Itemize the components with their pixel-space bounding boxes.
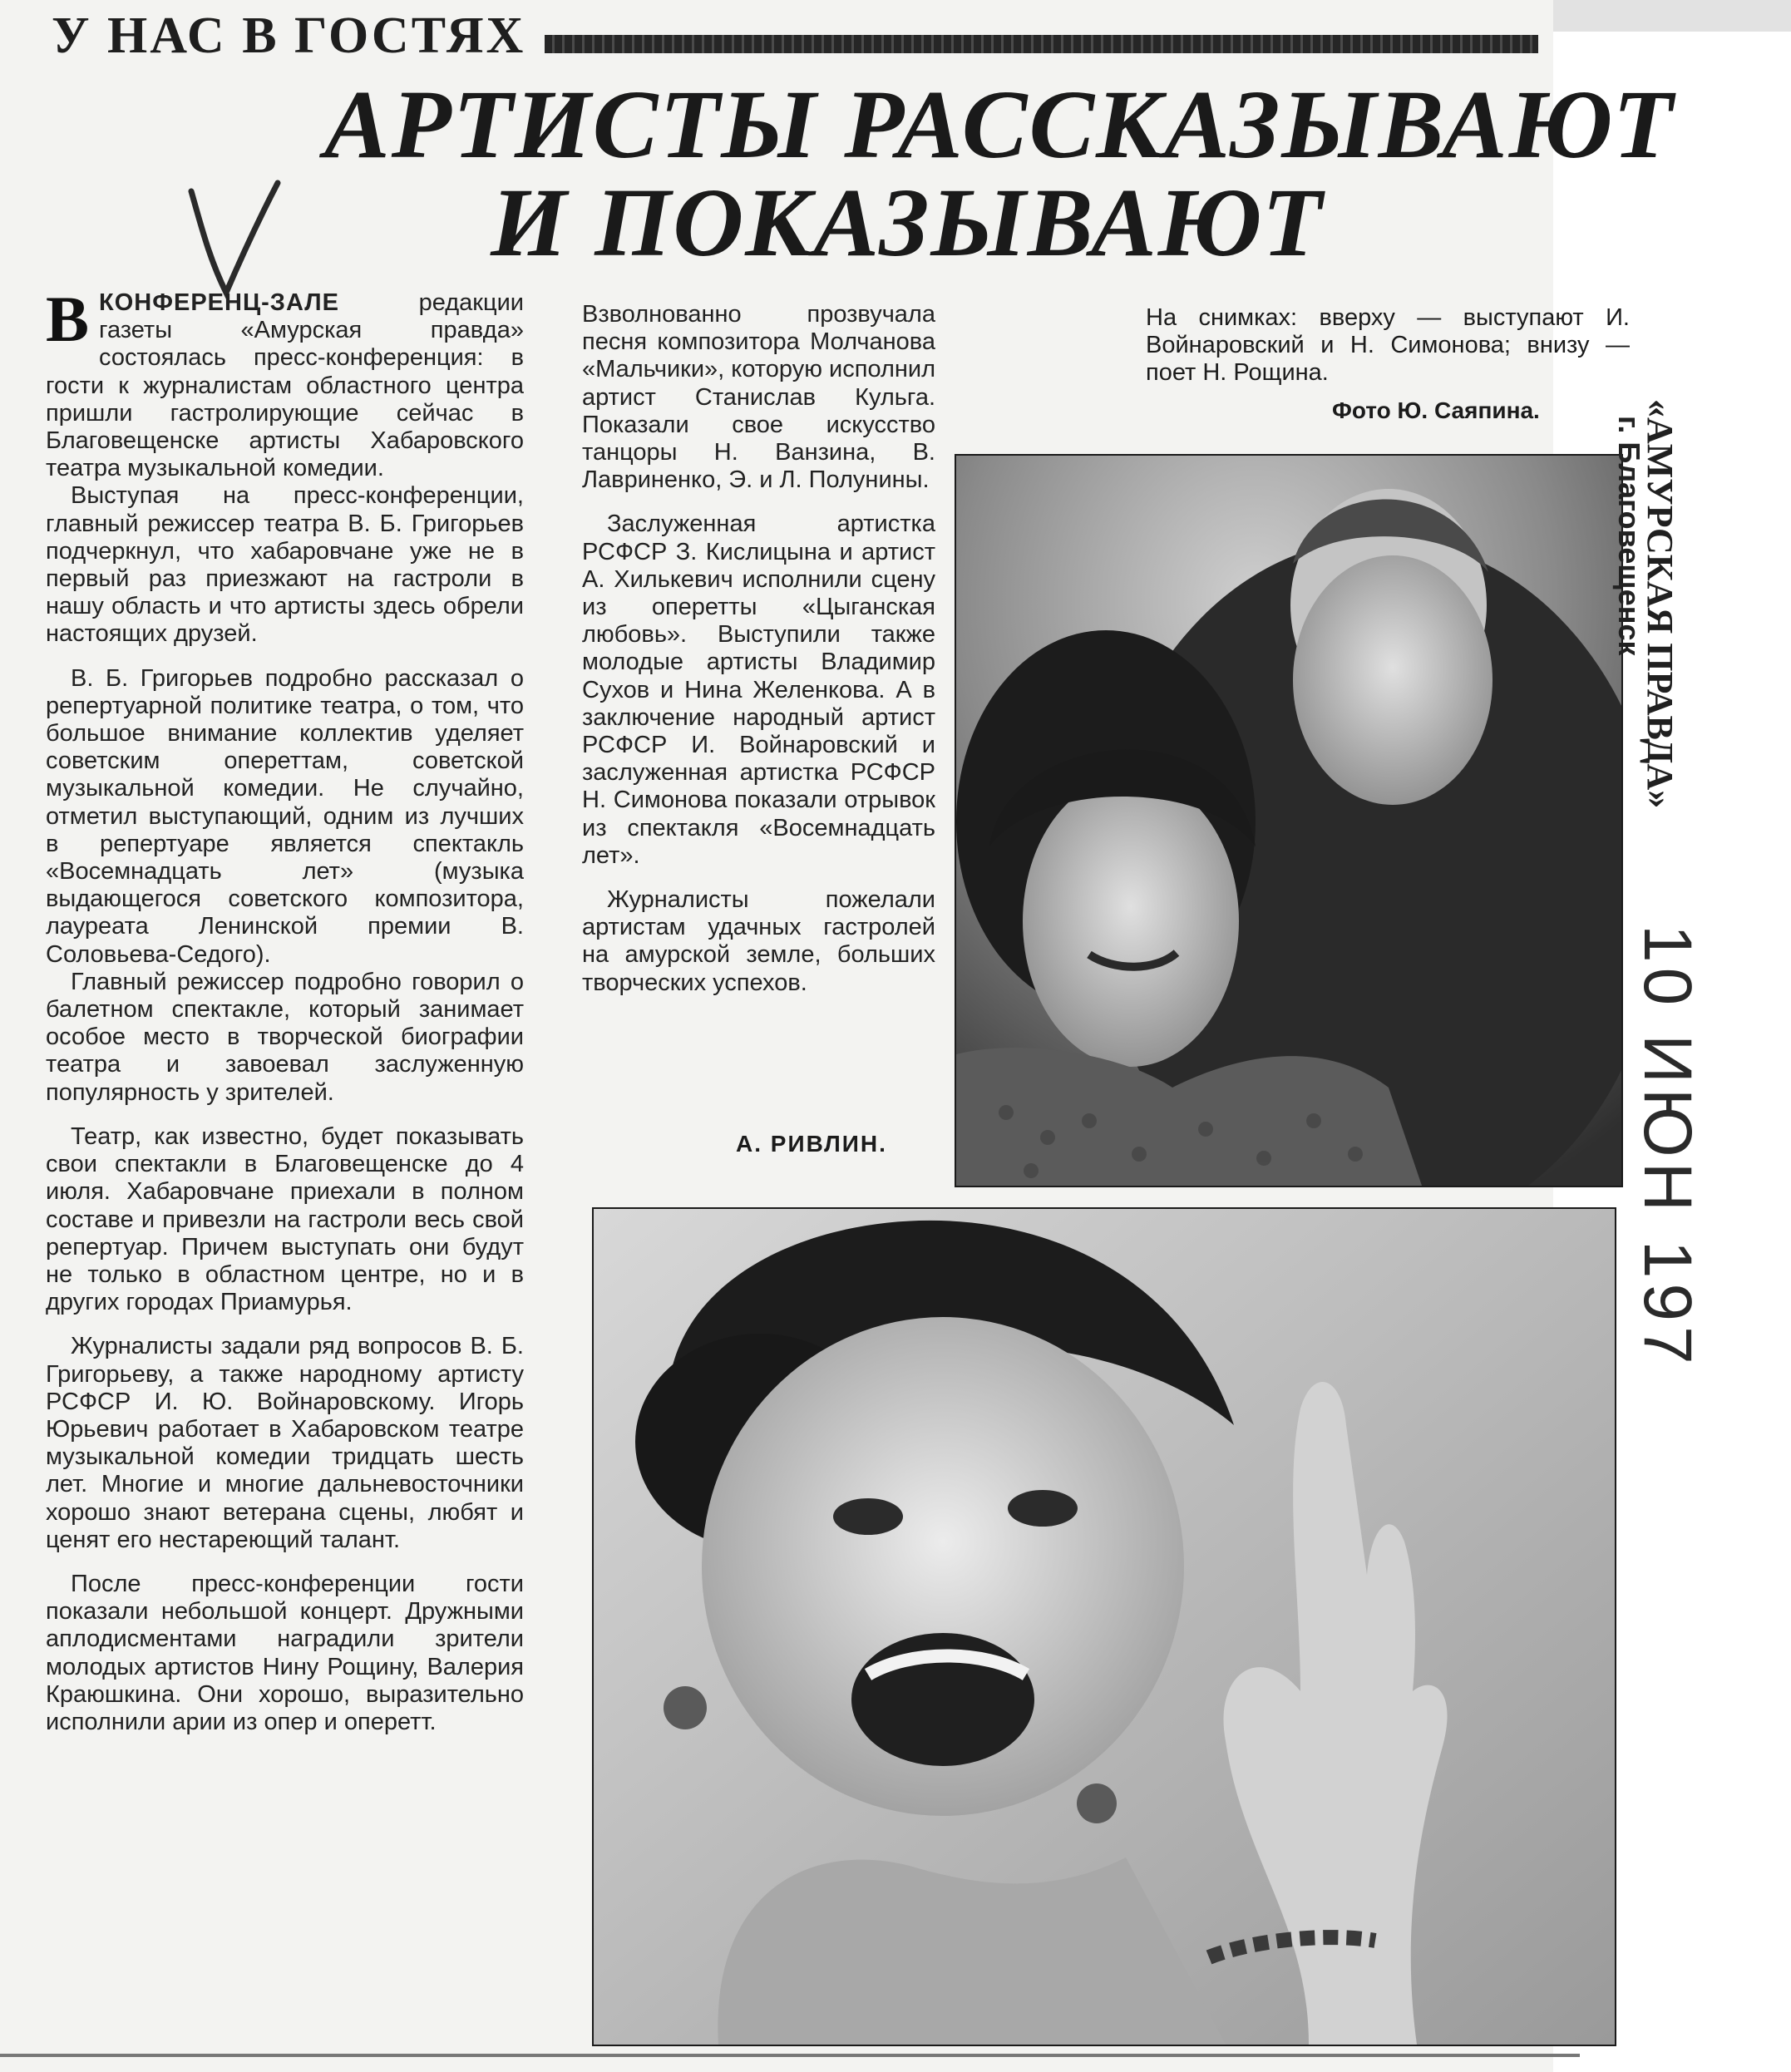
photo-credit: Фото Ю. Саяпина.	[1332, 397, 1540, 423]
lead-word: КОНФЕРЕНЦ-ЗАЛЕ	[99, 289, 339, 316]
stamp-city: г. Благовещенск	[1612, 416, 1646, 656]
headline-line-2: И ПОКАЗЫВАЮТ	[491, 168, 1324, 277]
article-paragraph: Главный режиссер подробно говорил о балетном спектакле, который занимает особое место в творческой биографии театра и завоевал заслуженную популярность у зрителей.	[46, 968, 524, 1106]
article-paragraph: После пресс-конференции гости показали небольшой концерт. Дружными аплодисментами наградили зрители молодых артистов Нину Рощину, Валерия Краюшкина. Они хорошо, выразительно исполнили арии из опер и оперетт.	[46, 1570, 524, 1735]
photo-duo-portrait	[955, 454, 1623, 1187]
article-paragraph: Заслуженная артистка РСФСР З. Кислицына и артист А. Хилькевич исполнили сцену из оперетты «Цыганская любовь». Выступили также молодые артисты Владимир Сухов и Нина Желенкова. А в заключение народный артист РСФСР И. Войнаровский и заслуженная артистка РСФСР Н. Симонова показали отрывок из спектакля «Восемнадцать лет».	[582, 511, 935, 869]
stamp-newspaper-name: «АМУРСКАЯ ПРАВДА»	[1640, 399, 1680, 809]
article-paragraph: Журналисты пожелали артистам удачных гастролей на амурской земле, больших творческих успехов.	[582, 886, 935, 996]
article-paragraph: Взволнованно прозвучала песня композитора Молчанова «Мальчики», которую исполнил артист Станислав Кульга. Показали свое искусство танцоры Н. Ванзина, В. Лавриненко, Э. и Л. Полунины.	[582, 301, 935, 494]
stamp-date: 10 ИЮН 197	[1630, 925, 1705, 1369]
article-paragraph: Выступая на пресс-конференции, главный режиссер театра В. Б. Григорьев подчеркнул, что хабаровчане уже не в первый раз приезжают на гастроли в нашу область и что артисты здесь обрели настоящих друзей.	[46, 482, 524, 648]
caption-text: На снимках: вверху — выступают И. Войнаровский и Н. Симонова; внизу — поет Н. Рощина.	[1146, 304, 1630, 386]
handwritten-check-icon	[185, 176, 284, 301]
dropcap: В	[46, 283, 90, 355]
article-lead-paragraph	[46, 283, 524, 482]
article-paragraph: В. Б. Григорьев подробно рассказал о репертуарной политике театра, о том, что большое внимание коллектив уделяет советским опереттам, советской музыкальной комедии. Не случайно, отметил выступающий, одним из лучших в репертуаре является спектакль «Восемнадцать лет» (музыка выдающегося советского композитора, лауреата Ленинской премии В. Соловьева-Седого).	[46, 664, 524, 968]
scan-bottom-edge	[0, 2054, 1580, 2057]
photo-duo-image	[956, 456, 1621, 1186]
article-column-2	[582, 301, 935, 997]
rubric: У НАС В ГОСТЯХ	[52, 7, 526, 64]
rubric-rule	[545, 35, 1538, 53]
article-column-1	[46, 283, 524, 1736]
paragraph-text: редакции газеты «Амурская правда» состоялась пресс-конференция: в гости к журналистам областного центра пришли гастролирующие сейчас в Благовещенске артисты Хабаровского театра музыкальной комедии.	[46, 289, 524, 482]
scan-edge	[1553, 0, 1791, 32]
photo-singer-image	[594, 1209, 1615, 2045]
photo-singer	[592, 1207, 1616, 2046]
headline-line-1: АРТИСТЫ РАССКАЗЫВАЮТ	[324, 70, 1675, 179]
author-signature: А. РИВЛИН.	[736, 1131, 887, 1157]
photo-caption	[1146, 304, 1630, 387]
article-paragraph: Журналисты задали ряд вопросов В. Б. Григорьеву, а также народному артисту РСФСР И. Ю. Войнаровскому. Игорь Юрьевич работает в Хабаровском театре музыкальной комедии тридцать шесть лет. Многие и многие дальневосточники хорошо знают ветерана сцены, любят и ценят его нестареющий талант.	[46, 1333, 524, 1553]
article-paragraph: Театр, как известно, будет показывать свои спектакли в Благовещенске до 4 июля. Хабаровчане приехали в полном составе и привезли на гастроли весь свой репертуар. Причем выступать они будут не только в областном центре, но и в других городах Приамурья.	[46, 1122, 524, 1316]
